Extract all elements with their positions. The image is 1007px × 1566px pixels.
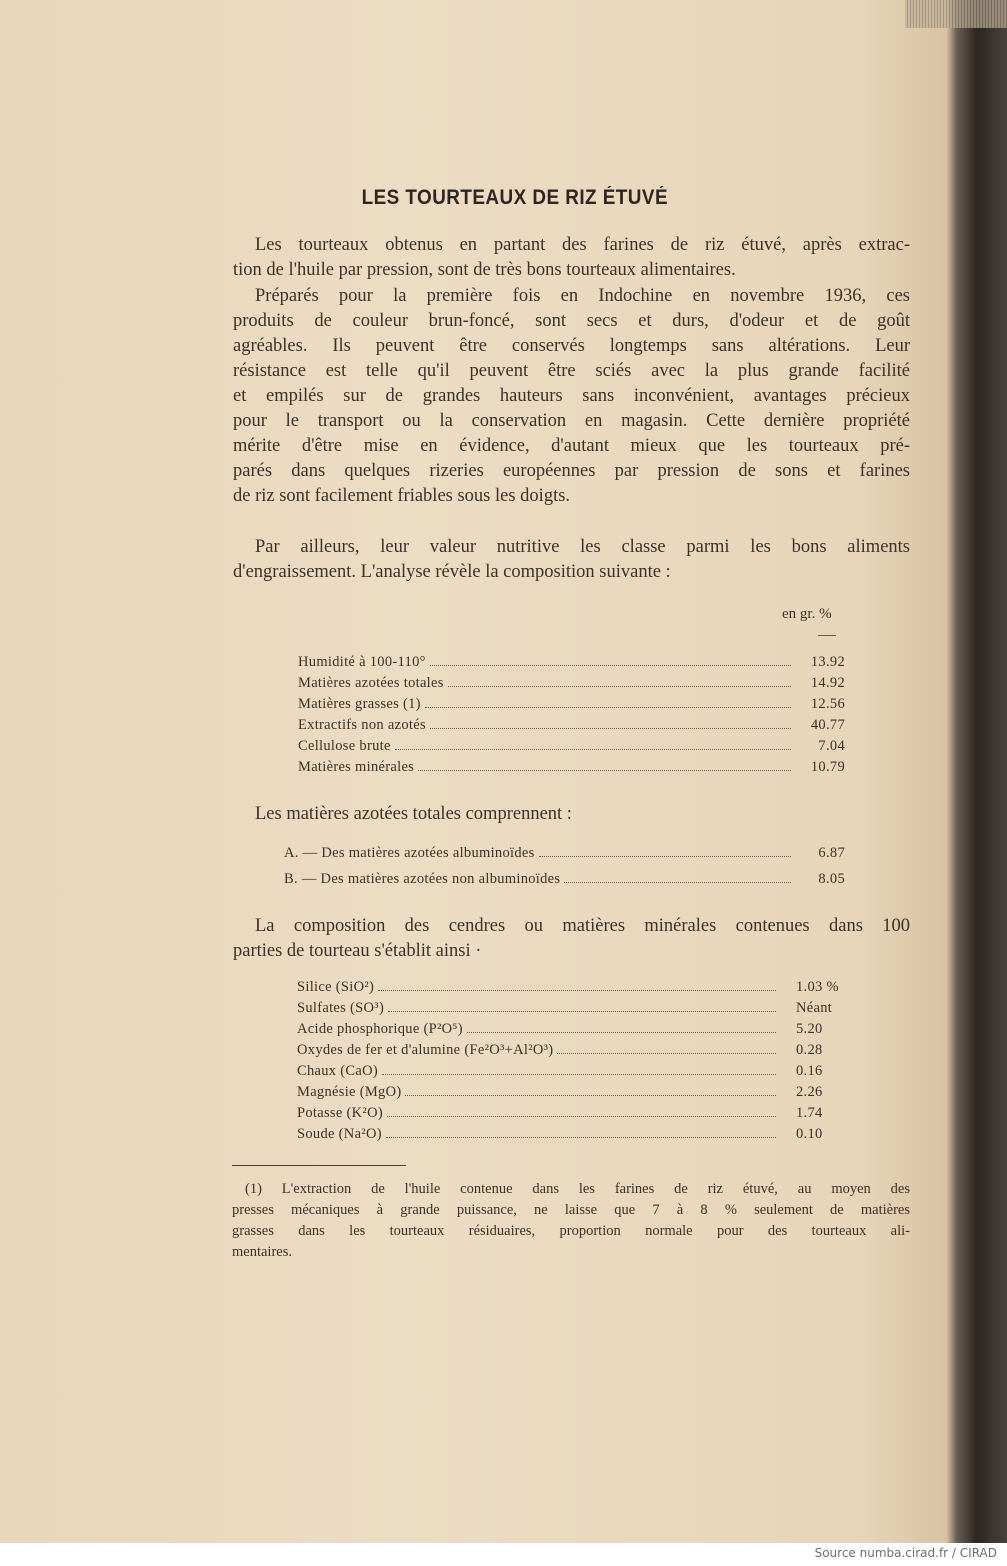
- row-value: 0.16: [796, 1063, 823, 1079]
- row-label: Humidité à 100-110°: [298, 654, 426, 670]
- cendres-row: [297, 1124, 868, 1144]
- row-value: 10.79: [810, 759, 845, 775]
- section-intro: Les matières azotées totales comprennent :: [255, 804, 572, 824]
- paragraph-line: tion de l'huile par pression, sont de très bons tourteaux alimentaires.: [233, 260, 736, 280]
- composition-row: [298, 757, 845, 777]
- paragraph-line: La composition des cendres ou matières minérales contenues dans 100: [255, 916, 910, 936]
- footnote-line: (1) L'extraction de l'huile contenue dans les farines de riz étuvé, au moyen des: [245, 1181, 910, 1197]
- row-value: 0.10: [796, 1126, 823, 1142]
- row-label: Acide phosphorique (P²O⁵): [297, 1021, 463, 1037]
- header-dash: [818, 635, 836, 636]
- row-label: Soude (Na²O): [297, 1126, 382, 1142]
- composition-row: [298, 652, 845, 672]
- composition-row: [298, 715, 845, 735]
- row-label: Silice (SiO²): [297, 979, 375, 995]
- paragraph-line: mérite d'être mise en évidence, d'autant mieux que les tourteaux pré-: [233, 436, 910, 456]
- dot-leader: [448, 686, 791, 687]
- row-value: 1.03 %: [796, 979, 839, 995]
- row-label: Potasse (K²O): [297, 1105, 383, 1121]
- dot-leader: [395, 749, 791, 750]
- dot-leader: [430, 665, 791, 666]
- row-label: Cellulose brute: [298, 738, 391, 754]
- row-value: 2.26: [796, 1084, 823, 1100]
- azote-row: [284, 869, 845, 889]
- paragraph-line: résistance est telle qu'il peuvent être sciés avec la plus grande facilité: [233, 361, 910, 381]
- composition-row: [298, 736, 845, 756]
- dot-leader: [557, 1053, 776, 1054]
- dot-leader: [382, 1074, 776, 1075]
- paragraph-line: agréables. Ils peuvent être conservés longtemps sans altérations. Leur: [233, 336, 910, 356]
- row-label: Magnésie (MgO): [297, 1084, 402, 1100]
- row-label: B. — Des matières azotées non albuminoïdes: [284, 871, 561, 887]
- dot-leader: [418, 770, 791, 771]
- dot-leader: [425, 707, 791, 708]
- paragraph-line: Par ailleurs, leur valeur nutritive les classe parmi les bons aliments: [255, 537, 910, 557]
- row-value: 8.05: [818, 871, 845, 887]
- row-value: 5.20: [796, 1021, 823, 1037]
- cendres-row: [297, 1082, 868, 1102]
- cendres-row: [297, 1103, 868, 1123]
- source-credit: Source numba.cirad.fr / CIRAD: [814, 1546, 997, 1560]
- row-label: Extractifs non azotés: [298, 717, 426, 733]
- page-title: LES TOURTEAUX DE RIZ ÉTUVÉ: [361, 186, 669, 209]
- footnote-line: mentaires.: [232, 1244, 292, 1260]
- cendres-row: [297, 1019, 868, 1039]
- dot-leader: [386, 1137, 776, 1138]
- row-value: 6.87: [818, 845, 845, 861]
- row-value: 0.28: [796, 1042, 823, 1058]
- row-value: 40.77: [810, 717, 845, 733]
- azote-row: [284, 843, 845, 863]
- cendres-row: [297, 1040, 868, 1060]
- row-label: Matières grasses (1): [298, 696, 421, 712]
- row-label: Matières azotées totales: [298, 675, 444, 691]
- dot-leader: [539, 856, 791, 857]
- row-label: Sulfates (SO³): [297, 1000, 385, 1016]
- composition-unit-header: en gr. %: [782, 606, 832, 622]
- row-value: 7.04: [818, 738, 845, 754]
- paragraph-line: parés dans quelques rizeries européennes par pression de sons et farines: [233, 461, 910, 481]
- row-value: Néant: [796, 1000, 833, 1016]
- footnote-line: grasses dans les tourteaux résiduaires, proportion normale pour des tourteaux ali-: [232, 1223, 910, 1239]
- dot-leader: [430, 728, 791, 729]
- paragraph-line: pour le transport ou la conservation en magasin. Cette dernière propriété: [233, 411, 910, 431]
- dot-leader: [564, 882, 791, 883]
- row-value: 13.92: [810, 654, 845, 670]
- cendres-row: [297, 998, 868, 1018]
- footnote-rule: [232, 1165, 406, 1166]
- row-label: Matières minérales: [298, 759, 415, 775]
- page-stack-edge: [905, 0, 1007, 28]
- paragraph-line: et empilés sur de grandes hauteurs sans inconvénient, avantages précieux: [233, 386, 910, 406]
- row-label: Oxydes de fer et d'alumine (Fe²O³+Al²O³): [297, 1042, 554, 1058]
- composition-row: [298, 673, 845, 693]
- cendres-row: [297, 1061, 868, 1081]
- row-label: A. — Des matières azotées albuminoïdes: [284, 845, 535, 861]
- paragraph-line: de riz sont facilement friables sous les doigts.: [233, 486, 571, 506]
- dot-leader: [388, 1011, 776, 1012]
- paragraph-line: parties de tourteau s'établit ainsi ·: [233, 941, 482, 961]
- row-label: Chaux (CaO): [297, 1063, 379, 1079]
- cendres-row: [297, 977, 868, 997]
- dot-leader: [378, 990, 776, 991]
- footnote-line: presses mécaniques à grande puissance, ne laisse que 7 à 8 % seulement de matières: [232, 1202, 910, 1218]
- paragraph-line: Préparés pour la première fois en Indochine en novembre 1936, ces: [255, 286, 910, 306]
- row-value: 12.56: [810, 696, 845, 712]
- paragraph-line: Les tourteaux obtenus en partant des farines de riz étuvé, après extrac-: [255, 235, 910, 255]
- dot-leader: [387, 1116, 776, 1117]
- dot-leader: [405, 1095, 776, 1096]
- composition-row: [298, 694, 845, 714]
- row-value: 14.92: [810, 675, 845, 691]
- row-value: 1.74: [796, 1105, 823, 1121]
- paragraph-line: d'engraissement. L'analyse révèle la composition suivante :: [233, 562, 671, 582]
- paragraph-line: produits de couleur brun-foncé, sont secs et durs, d'odeur et de goût: [233, 311, 910, 331]
- dot-leader: [467, 1032, 776, 1033]
